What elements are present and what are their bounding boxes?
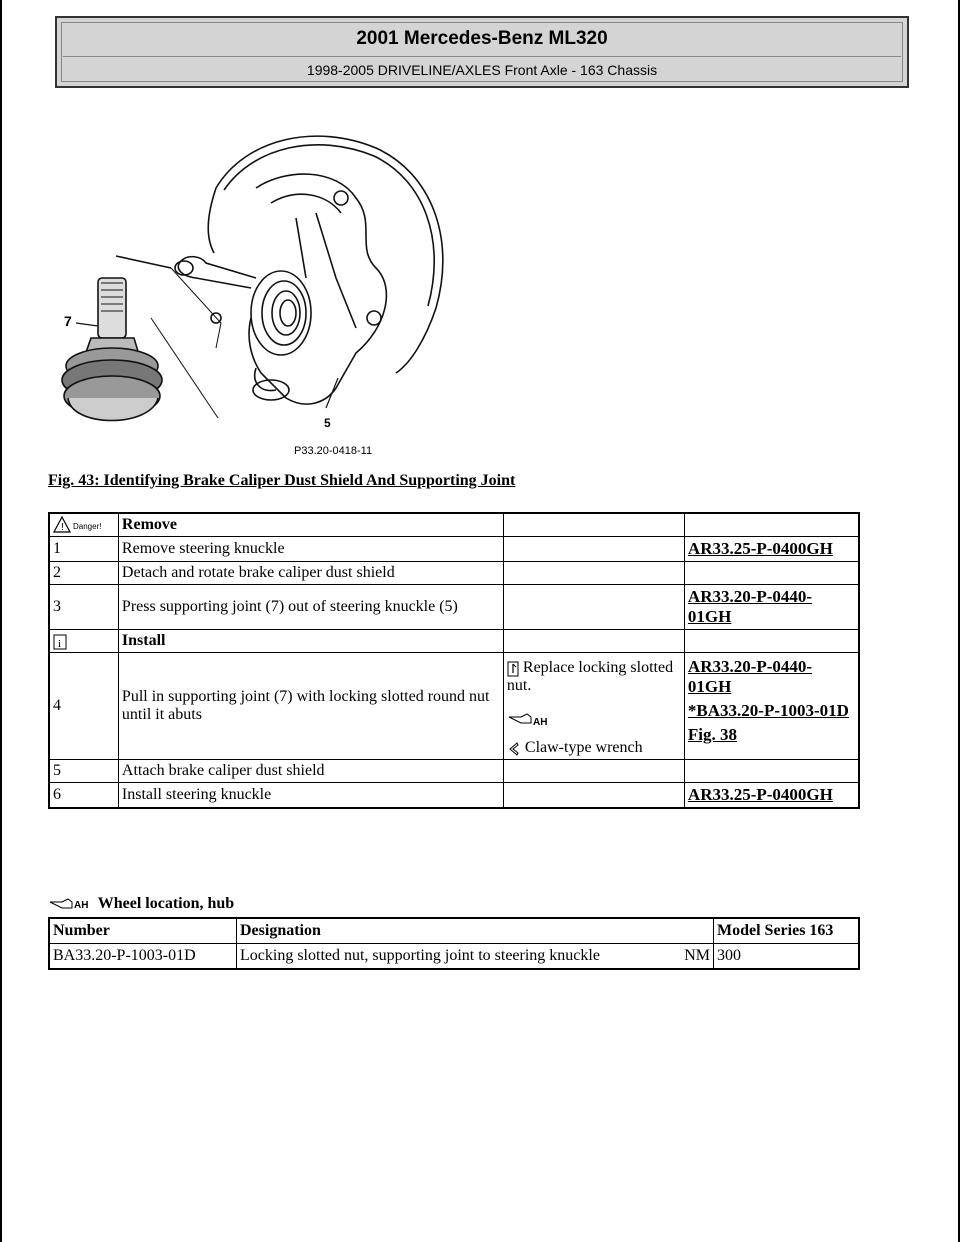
ref-link[interactable]: AR33.20-P-0440-01GH (687, 587, 813, 627)
ref-link[interactable]: AR33.25-P-0400GH (687, 785, 833, 805)
install-heading: Install (118, 630, 503, 653)
table-row: BA33.20-P-1003-01D Locking slotted nut, supporting joint to steering knuckle NM 300 (49, 944, 859, 970)
note-replace-nut: Replace locking slotted nut. (506, 659, 674, 695)
danger-warning-icon (53, 516, 113, 534)
page-header (55, 16, 909, 88)
wrench-icon (507, 741, 521, 757)
note-icon (507, 661, 519, 677)
knuckle-drawing (56, 128, 460, 464)
ref-link-fig[interactable]: Fig. 38 (687, 725, 738, 745)
document-title: 2001 Mercedes-Benz ML320 (356, 28, 608, 49)
page-border-left (0, 0, 2, 1242)
ref-link[interactable]: AR33.25-P-0400GH (687, 539, 833, 559)
table-row: 1 Remove steering knuckle AR33.25-P-0400GH (49, 537, 859, 562)
procedure-table (48, 512, 860, 809)
note-ah (507, 709, 681, 727)
figure-steering-knuckle (56, 128, 460, 464)
table-row-install-heading (49, 630, 859, 653)
svg-text:!: ! (61, 522, 64, 534)
note-claw-wrench: Claw-type wrench (507, 739, 681, 757)
svg-text:AH: AH (74, 900, 89, 912)
table-row: 3 Press supporting joint (7) out of steering knuckle (5) AR33.20-P-0440-01GH (49, 585, 859, 630)
table-row: 4 Pull in supporting joint (7) with locking slotted round nut until it abuts Replace locking slotted nut. AH Claw-type wrench AR33.20-P-0440-01GH *BA33.20-P-1003-01D Fig. 38 (49, 653, 859, 760)
document-subtitle: 1998-2005 DRIVELINE/AXLES Front Axle - 163 Chassis (306, 62, 658, 78)
table-row: 2 Detach and rotate brake caliper dust shield (49, 562, 859, 585)
ref-link[interactable]: *BA33.20-P-1003-01D (687, 701, 849, 721)
image-code: P33.20-0418-11 (294, 445, 373, 457)
table-row: 6 Install steering knuckle AR33.25-P-0400GH (49, 783, 859, 809)
callout-7: 7 (64, 313, 72, 329)
remove-heading: Remove (118, 513, 503, 537)
ref-link[interactable]: AR33.20-P-0440-01GH (687, 657, 813, 697)
info-icon (53, 634, 67, 650)
header-divider (63, 56, 901, 57)
svg-text:i: i (58, 637, 62, 650)
wheel-location-heading: AH Wheel location, hub (48, 895, 234, 913)
figure-caption: Fig. 43: Identifying Brake Caliper Dust Shield And Supporting Joint (48, 472, 516, 489)
svg-text:AH: AH (532, 716, 548, 727)
danger-cell (49, 513, 118, 537)
svg-text:Danger!: Danger! (73, 522, 102, 532)
spec-table (48, 917, 860, 970)
table-row: 5 Attach brake caliper dust shield (49, 760, 859, 783)
table-row-remove-heading (49, 513, 859, 537)
callout-5: 5 (324, 416, 331, 430)
spec-header-row: Number Designation Model Series 163 (49, 918, 859, 944)
hand-pointer-icon (48, 896, 94, 912)
info-cell (49, 630, 118, 653)
hand-pointer-icon (507, 711, 553, 727)
